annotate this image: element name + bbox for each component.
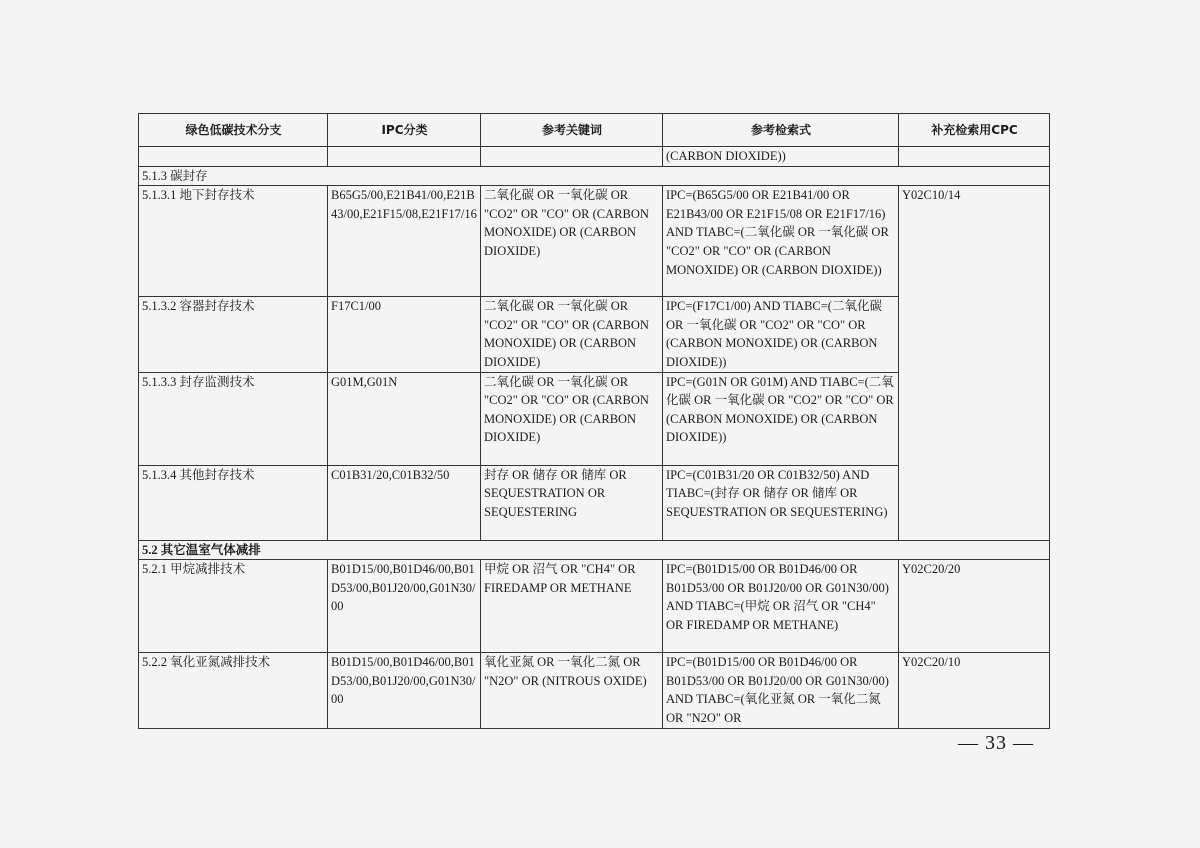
- cell-branch: 5.2.2 氧化亚氮减排技术: [139, 653, 328, 728]
- cell-cpc: [899, 147, 1050, 167]
- header-ipc: IPC分类: [328, 114, 481, 147]
- cell-cpc: Y02C10/14: [899, 186, 1050, 540]
- cell-keywords: 甲烷 OR 沼气 OR "CH4" OR FIREDAMP OR METHANE: [481, 560, 663, 653]
- cell-query: (CARBON DIOXIDE)): [663, 147, 899, 167]
- cell-ipc: F17C1/00: [328, 297, 481, 372]
- cell-branch: 5.1.3.2 容器封存技术: [139, 297, 328, 372]
- cell-keywords: 二氧化碳 OR 一氧化碳 OR "CO2" OR "CO" OR (CARBON MONOXIDE) OR (CARBON DIOXIDE): [481, 186, 663, 297]
- header-branch: 绿色低碳技术分支: [139, 114, 328, 147]
- cell-keywords: [481, 147, 663, 167]
- section-row: [139, 166, 1050, 186]
- header-cpc: 补充检索用CPC: [899, 114, 1050, 147]
- continuation-row: [139, 147, 1050, 167]
- table-row: [139, 560, 1050, 653]
- cell-branch: [139, 147, 328, 167]
- cell-query: IPC=(F17C1/00) AND TIABC=(二氧化碳 OR 一氧化碳 OR "CO2" OR "CO" OR (CARBON MONOXIDE) OR (CARBON DIOXIDE)): [663, 297, 899, 372]
- cell-ipc: B01D15/00,B01D46/00,B01D53/00,B01J20/00,G01N30/00: [328, 560, 481, 653]
- classification-table: [138, 113, 1050, 729]
- header-query: 参考检索式: [663, 114, 899, 147]
- cell-query: IPC=(B65G5/00 OR E21B41/00 OR E21B43/00 OR E21F15/08 OR E21F17/16) AND TIABC=(二氧化碳 OR 一氧化碳 OR "CO2" OR "CO" OR (CARBON MONOXIDE) OR (CARBON DIOXIDE)): [663, 186, 899, 297]
- cell-keywords: 二氧化碳 OR 一氧化碳 OR "CO2" OR "CO" OR (CARBON MONOXIDE) OR (CARBON DIOXIDE): [481, 297, 663, 372]
- cell-ipc: B65G5/00,E21B41/00,E21B43/00,E21F15/08,E21F17/16: [328, 186, 481, 297]
- cell-branch: 5.2.1 甲烷减排技术: [139, 560, 328, 653]
- cell-keywords: 封存 OR 储存 OR 储库 OR SEQUESTRATION OR SEQUESTERING: [481, 465, 663, 540]
- cell-query: IPC=(B01D15/00 OR B01D46/00 OR B01D53/00 OR B01J20/00 OR G01N30/00) AND TIABC=(甲烷 OR 沼气 OR "CH4" OR FIREDAMP OR METHANE): [663, 560, 899, 653]
- cell-cpc: Y02C20/10: [899, 653, 1050, 728]
- header-keywords: 参考关键词: [481, 114, 663, 147]
- cell-keywords: 氧化亚氮 OR 一氧化二氮 OR "N2O" OR (NITROUS OXIDE): [481, 653, 663, 728]
- cell-branch: 5.1.3.4 其他封存技术: [139, 465, 328, 540]
- section-row: [139, 540, 1050, 560]
- table-row: [139, 653, 1050, 728]
- cell-ipc: B01D15/00,B01D46/00,B01D53/00,B01J20/00,G01N30/00: [328, 653, 481, 728]
- cell-branch: 5.1.3.3 封存监测技术: [139, 372, 328, 465]
- cell-query: IPC=(G01N OR G01M) AND TIABC=(二氧化碳 OR 一氧化碳 OR "CO2" OR "CO" OR (CARBON MONOXIDE) OR (CARBON DIOXIDE)): [663, 372, 899, 465]
- cell-query: IPC=(C01B31/20 OR C01B32/50) AND TIABC=(封存 OR 储存 OR 储库 OR SEQUESTRATION OR SEQUESTERING): [663, 465, 899, 540]
- cell-ipc: G01M,G01N: [328, 372, 481, 465]
- cell-ipc: [328, 147, 481, 167]
- cell-cpc: Y02C20/20: [899, 560, 1050, 653]
- table-header-row: [139, 114, 1050, 147]
- cell-branch: 5.1.3.1 地下封存技术: [139, 186, 328, 297]
- cell-ipc: C01B31/20,C01B32/50: [328, 465, 481, 540]
- section-heading-52: 5.2 其它温室气体减排: [139, 540, 1050, 560]
- section-heading-513: 5.1.3 碳封存: [139, 166, 1050, 186]
- table-row: [139, 186, 1050, 297]
- page-number: — 33 —: [958, 732, 1034, 754]
- cell-keywords: 二氧化碳 OR 一氧化碳 OR "CO2" OR "CO" OR (CARBON MONOXIDE) OR (CARBON DIOXIDE): [481, 372, 663, 465]
- cell-query: IPC=(B01D15/00 OR B01D46/00 OR B01D53/00 OR B01J20/00 OR G01N30/00) AND TIABC=(氧化亚氮 OR 一氧化二氮 OR "N2O" OR: [663, 653, 899, 728]
